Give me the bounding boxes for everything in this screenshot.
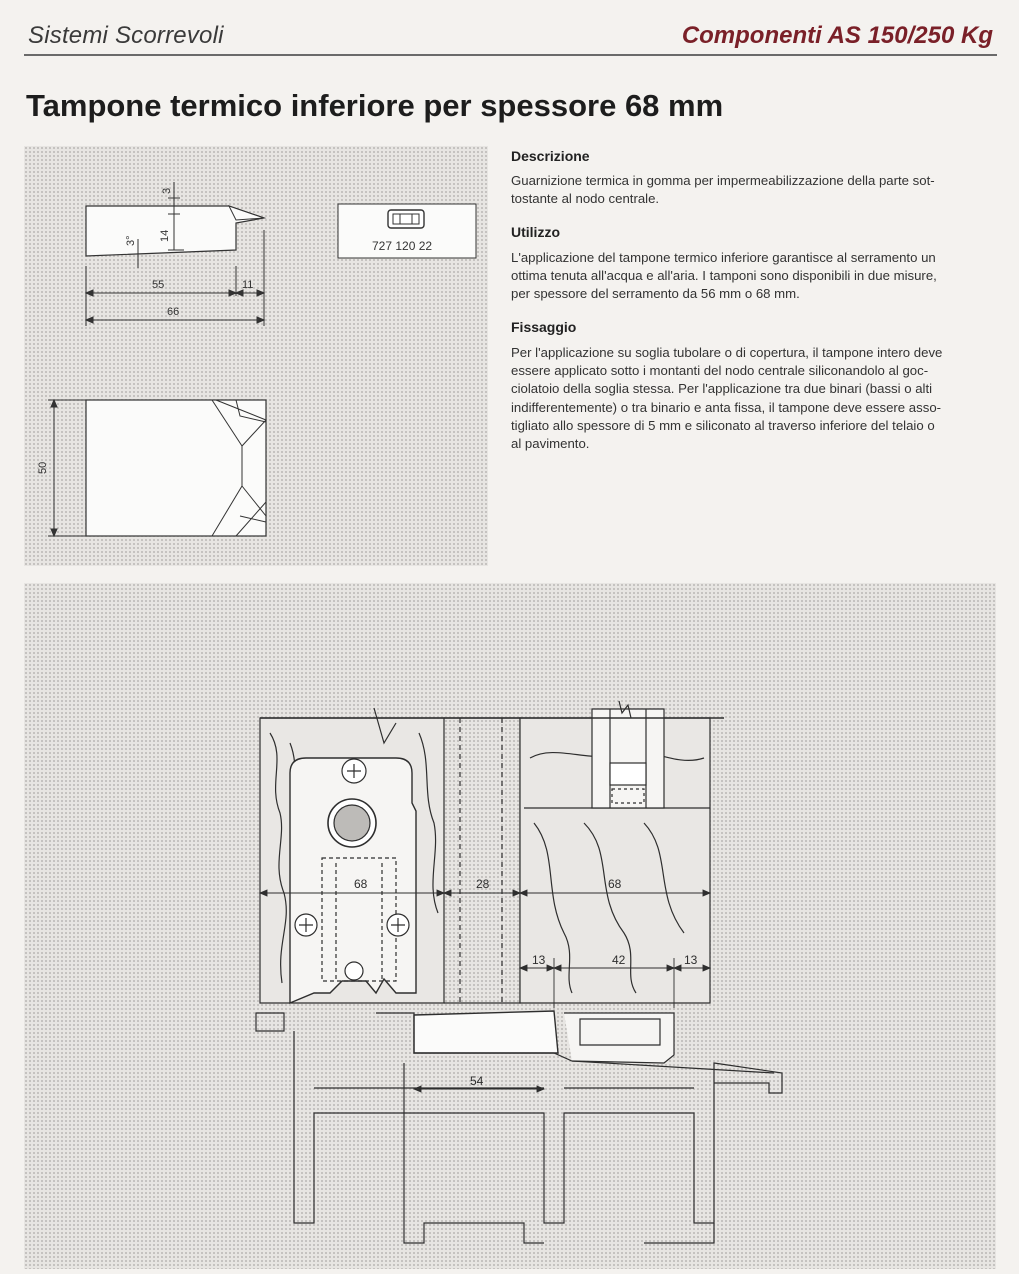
- text-utilizzo: [511, 249, 995, 304]
- top-drawing-panel: [24, 146, 488, 566]
- heading-fissaggio: Fissaggio: [511, 319, 577, 335]
- text-line: ciolatoio della soglia stessa. Per l'applicazione tra due binari (bassi o alti: [511, 381, 933, 397]
- section-dim-68-right: 68: [608, 877, 622, 891]
- section-dim-13-right: 13: [684, 953, 698, 967]
- text-line: per spessore del serramento da 56 mm o 68 mm.: [511, 286, 800, 302]
- product-code: 727 120 22: [372, 239, 433, 253]
- product-code-box: [338, 204, 476, 258]
- text-line: al pavimento.: [511, 436, 590, 452]
- heading-descrizione: Descrizione: [511, 148, 590, 164]
- page-title: Tampone termico inferiore per spessore 68 mm: [26, 88, 724, 123]
- profile-drawing: [24, 146, 488, 566]
- header-section-title: Sistemi Scorrevoli: [28, 22, 224, 49]
- text-line: Per l'applicazione su soglia tubolare o di copertura, il tampone intero deve: [511, 345, 943, 360]
- angle-label: 3°: [125, 235, 137, 246]
- dim-3-label: 3: [161, 187, 173, 194]
- header-component-title: Componenti AS 150/250 Kg: [681, 22, 993, 49]
- heading-utilizzo: Utilizzo: [511, 224, 560, 240]
- section-dim-68-left: 68: [354, 877, 368, 891]
- cross-section-drawing: [24, 583, 996, 1269]
- text-descrizione: [511, 172, 995, 208]
- dim-66-label: 66: [167, 306, 180, 318]
- text-fissaggio: [511, 344, 995, 453]
- text-line: L'applicazione del tampone termico inferiore garantisce al serramento un: [511, 250, 936, 265]
- text-line: tostante al nodo centrale.: [511, 191, 660, 207]
- section-dim-28: 28: [476, 877, 490, 891]
- dim-14-label: 14: [159, 229, 171, 242]
- header-divider: [24, 54, 997, 56]
- text-line: ottima tenuta all'acqua e all'aria. I tamponi sono disponibili in due misure,: [511, 268, 937, 284]
- dim-50-label: 50: [37, 461, 49, 474]
- text-line: indifferentemente) o tra binario e anta fissa, il tampone deve essere asso-: [511, 399, 942, 415]
- text-line: tigliato allo spessore di 5 mm e siliconato al traverso inferiore del telaio o: [511, 417, 935, 433]
- section-dim-54: 54: [470, 1074, 484, 1088]
- text-line: essere applicato sotto i montanti del nodo centrale siliconandolo al goc-: [511, 363, 929, 379]
- section-drawing-panel: [24, 583, 996, 1269]
- text-line: Guarnizione termica in gomma per impermeabilizzazione della parte sot-: [511, 173, 935, 188]
- dim-11-label: 11: [242, 279, 254, 291]
- section-dim-42: 42: [612, 953, 626, 967]
- section-dim-13-left: 13: [532, 953, 546, 967]
- dim-55-label: 55: [152, 279, 165, 291]
